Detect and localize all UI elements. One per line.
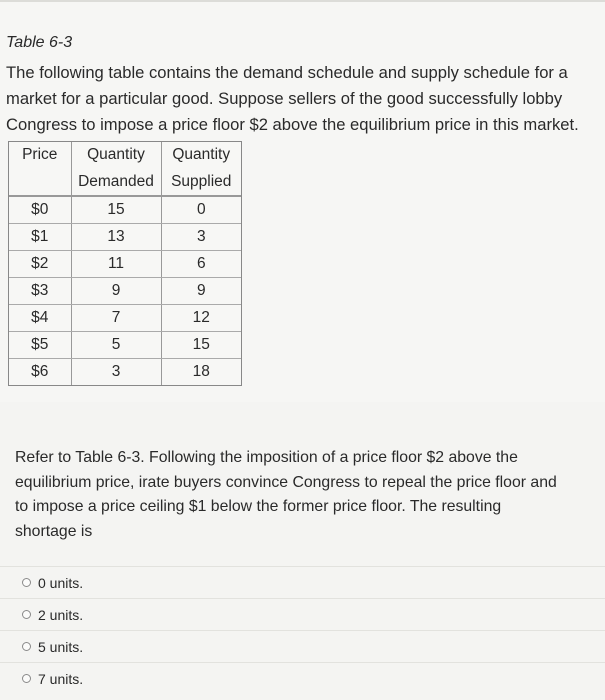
table-row: [9, 251, 241, 278]
table-row: [9, 278, 241, 305]
schedule-table: [8, 141, 242, 386]
answer-option-7-units[interactable]: [0, 662, 605, 694]
header-demanded: Demanded: [71, 168, 161, 196]
table-row: [9, 196, 241, 224]
question-line: shortage is: [15, 522, 93, 540]
supplied-cell: 3: [161, 224, 241, 251]
intro-line: market for a particular good. Suppose sellers of the good successfully lobby: [6, 89, 563, 108]
question-line: equilibrium price, irate buyers convince Congress to repeal the price floor and: [15, 473, 557, 491]
price-cell: $6: [9, 359, 71, 386]
demanded-cell: 3: [71, 359, 161, 386]
table-row: [9, 224, 241, 251]
price-cell: $5: [9, 332, 71, 359]
option-label: 2 units.: [38, 606, 84, 623]
demanded-cell: 5: [71, 332, 161, 359]
question-text: [15, 446, 595, 544]
price-cell: $0: [9, 196, 71, 224]
answer-option-2-units[interactable]: [0, 598, 605, 630]
supplied-cell: 6: [161, 251, 241, 278]
supplied-cell: 18: [192, 363, 210, 380]
table-row: [9, 359, 241, 386]
price-cell: $4: [9, 305, 71, 332]
intro-line: Congress to impose a price floor $2 above the equilibrium price in this market.: [6, 115, 579, 134]
option-label: 0 units.: [38, 574, 84, 591]
demanded-cell: 11: [71, 251, 161, 278]
header-price-2: [9, 168, 71, 196]
supplied-cell: 12: [161, 305, 241, 332]
option-label: 7 units.: [38, 670, 84, 687]
price-cell: $3: [9, 278, 71, 305]
table-row: [9, 305, 241, 332]
table-title: Table 6-3: [6, 34, 73, 51]
header-quantity-supplied-1: Quantity: [172, 146, 231, 163]
demanded-cell: 7: [71, 305, 161, 332]
demanded-cell: 9: [71, 278, 161, 305]
intro-line: The following table contains the demand schedule and supply schedule for a: [6, 63, 568, 82]
radio-button-icon[interactable]: [22, 610, 31, 619]
question-line: Refer to Table 6-3. Following the imposition of a price floor $2 above the: [15, 449, 518, 466]
demanded-cell: 13: [71, 224, 161, 251]
radio-button-icon[interactable]: [22, 674, 31, 683]
header-quantity-demanded-1: Quantity: [71, 142, 161, 168]
table-row: [9, 332, 241, 359]
demanded-cell: 15: [71, 196, 161, 224]
price-cell: $2: [9, 251, 71, 278]
intro-paragraph: [6, 60, 604, 138]
radio-button-icon[interactable]: [22, 578, 31, 587]
header-price: Price: [9, 142, 71, 168]
radio-button-icon[interactable]: [22, 642, 31, 651]
supplied-cell: 9: [161, 278, 241, 305]
answer-options: [0, 566, 605, 694]
option-label: 5 units.: [38, 638, 84, 655]
supplied-cell: 0: [161, 196, 241, 224]
question-line: to impose a price ceiling $1 below the former price floor. The resulting: [15, 498, 502, 515]
supplied-cell: 15: [161, 332, 241, 359]
answer-option-5-units[interactable]: [0, 630, 605, 662]
price-cell: $1: [9, 224, 71, 251]
header-supplied: Supplied: [161, 168, 241, 196]
answer-option-0-units[interactable]: [0, 566, 605, 598]
